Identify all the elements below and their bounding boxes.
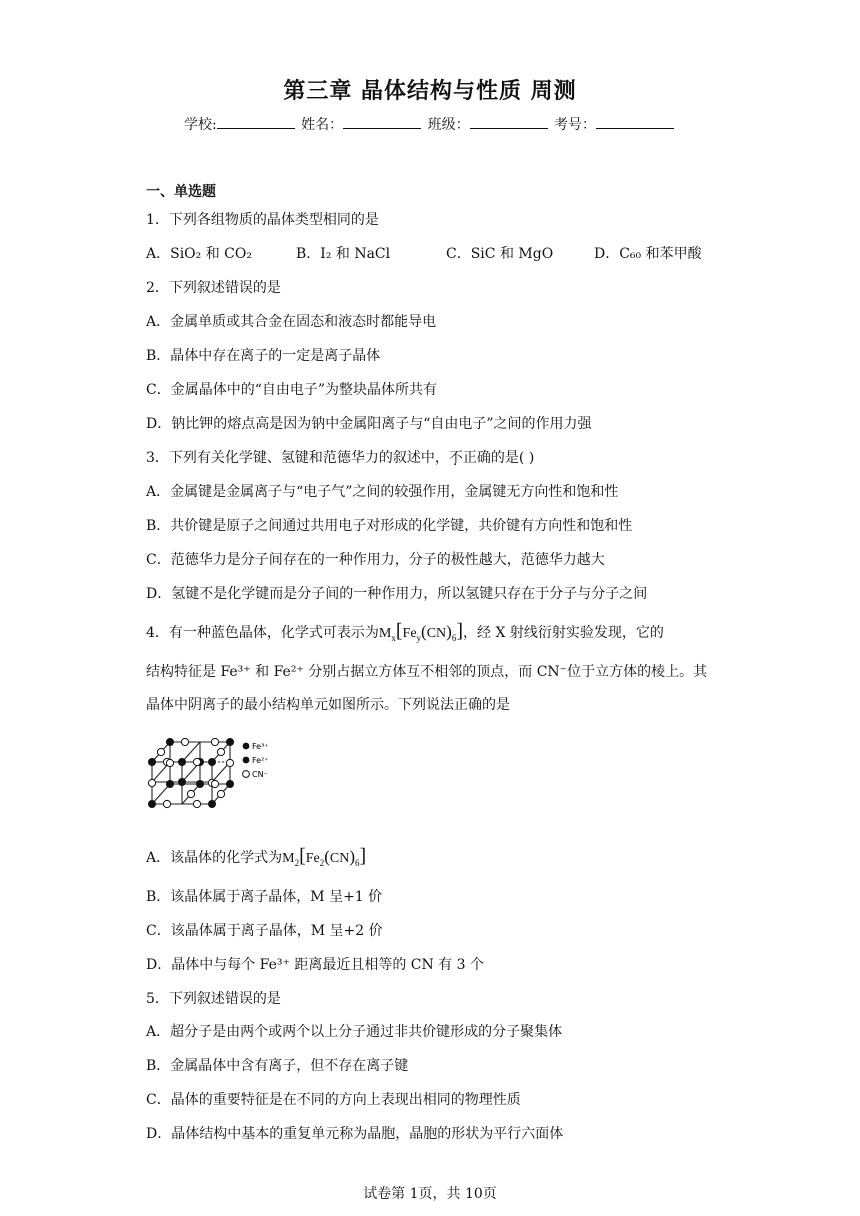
class-label: 班级： [427,117,470,133]
page-footer: 试卷第 1页，共 10页 [363,1186,497,1202]
q3-option-c: C．范德华力是分子间存在的一种作用力，分子的极性越大，范德华力越大 [146,552,605,568]
exam-number-blank [596,115,674,129]
page-title: 第三章 晶体结构与性质 周测 [283,79,577,104]
q4-line1 [146,620,664,643]
student-info-line [0,114,860,134]
class-blank [470,115,548,129]
q5-option-b: B．金属晶体中含有离子，但不存在离子键 [146,1058,409,1074]
q4-option-a [146,845,366,868]
q3-stem [146,447,534,467]
q1-stem: 1．下列各组物质的晶体类型相同的是 [146,212,379,228]
q5-option-a: A．超分子是由两个或两个以上分子通过非共价键形成的分子聚集体 [146,1024,563,1040]
q3-option-b: B．共价键是原子之间通过共用电子对形成的化学键，共价键有方向性和饱和性 [146,518,633,534]
q2-option-a: A．金属单质或其合金在固态和液态时都能导电 [146,314,437,330]
q2-stem: 2．下列叙述错误的是 [146,280,281,296]
q5-stem: 5．下列叙述错误的是 [146,991,281,1007]
figure-legend [243,742,269,779]
q3-stem-emphasis: 不 [448,450,463,466]
q4-option-c: C．该晶体属于离子晶体，M 呈+2 价 [146,923,383,939]
q1-option-c: C．SiC 和 MgO [446,246,554,262]
q5-option-d: D．晶体结构中基本的重复单元称为晶胞，晶胞的形状为平行六面体 [146,1126,564,1142]
q1-option-b: B．I₂ 和 NaCl [296,246,391,262]
school-label: 学校: [183,117,217,133]
q4-option-a-pre: A．该晶体的化学式为 [146,850,283,866]
q2-option-c: C．金属晶体中的“自由电子”为整块晶体所共有 [146,382,438,398]
q3-option-d: D．氢键不是化学键而是分子间的一种作用力，所以氢键只存在于分子与分子之间 [146,586,648,602]
q4-option-b: B．该晶体属于离子晶体，M 呈+1 价 [146,889,383,905]
legend-fe3: Fe³⁺ [252,742,269,751]
q3-option-a: A．金属键是金属离子与“电子气”之间的较强作用，金属键无方向性和饱和性 [146,484,619,500]
exam-number-label: 考号： [554,117,597,133]
q4-line3: 晶体中阴离子的最小结构单元如图所示。下列说法正确的是 [146,697,510,713]
legend-fe2: Fe²⁺ [252,756,269,765]
q4-line2: 结构特征是 Fe³⁺ 和 Fe²⁺ 分别占据立方体互不相邻的顶点，而 CN⁻位于立方体的棱上。其 [146,664,708,680]
school-blank [217,115,295,129]
section-heading: 一、单选题 [146,184,216,200]
q1-option-a: A．SiO₂ 和 CO₂ [146,246,252,262]
q5-option-c: C．晶体的重要特征是在不同的方向上表现出相同的物理性质 [146,1092,521,1108]
q4-formula: $M_x[Fe_y(CN)_6]$ [378,620,463,643]
q4-line1-post: ，经 X 射线衍射实验发现，它的 [463,625,664,641]
q4-option-a-formula: $M_2[Fe_2(CN)_6]$ [282,845,367,868]
q2-option-b: B．晶体中存在离子的一定是离子晶体 [146,348,381,364]
q3-stem-post: 正确的是( ) [462,450,535,466]
name-label: 姓名： [301,117,344,133]
crystal-structure-figure [140,732,280,814]
legend-cn: CN⁻ [252,770,268,779]
q4-option-d: D．晶体中与每个 Fe³⁺ 距离最近且相等的 CN 有 3 个 [146,957,485,973]
q1-option-d: D．C₆₀ 和苯甲酸 [594,246,702,262]
q4-line1-pre: 4．有一种蓝色晶体，化学式可表示为 [146,625,379,641]
q2-option-d: D．钠比钾的熔点高是因为钠中金属阳离子与“自由电子”之间的作用力强 [146,416,592,432]
name-blank [343,115,421,129]
q3-stem-pre: 3．下列有关化学键、氢键和范德华力的叙述中， [146,450,449,466]
